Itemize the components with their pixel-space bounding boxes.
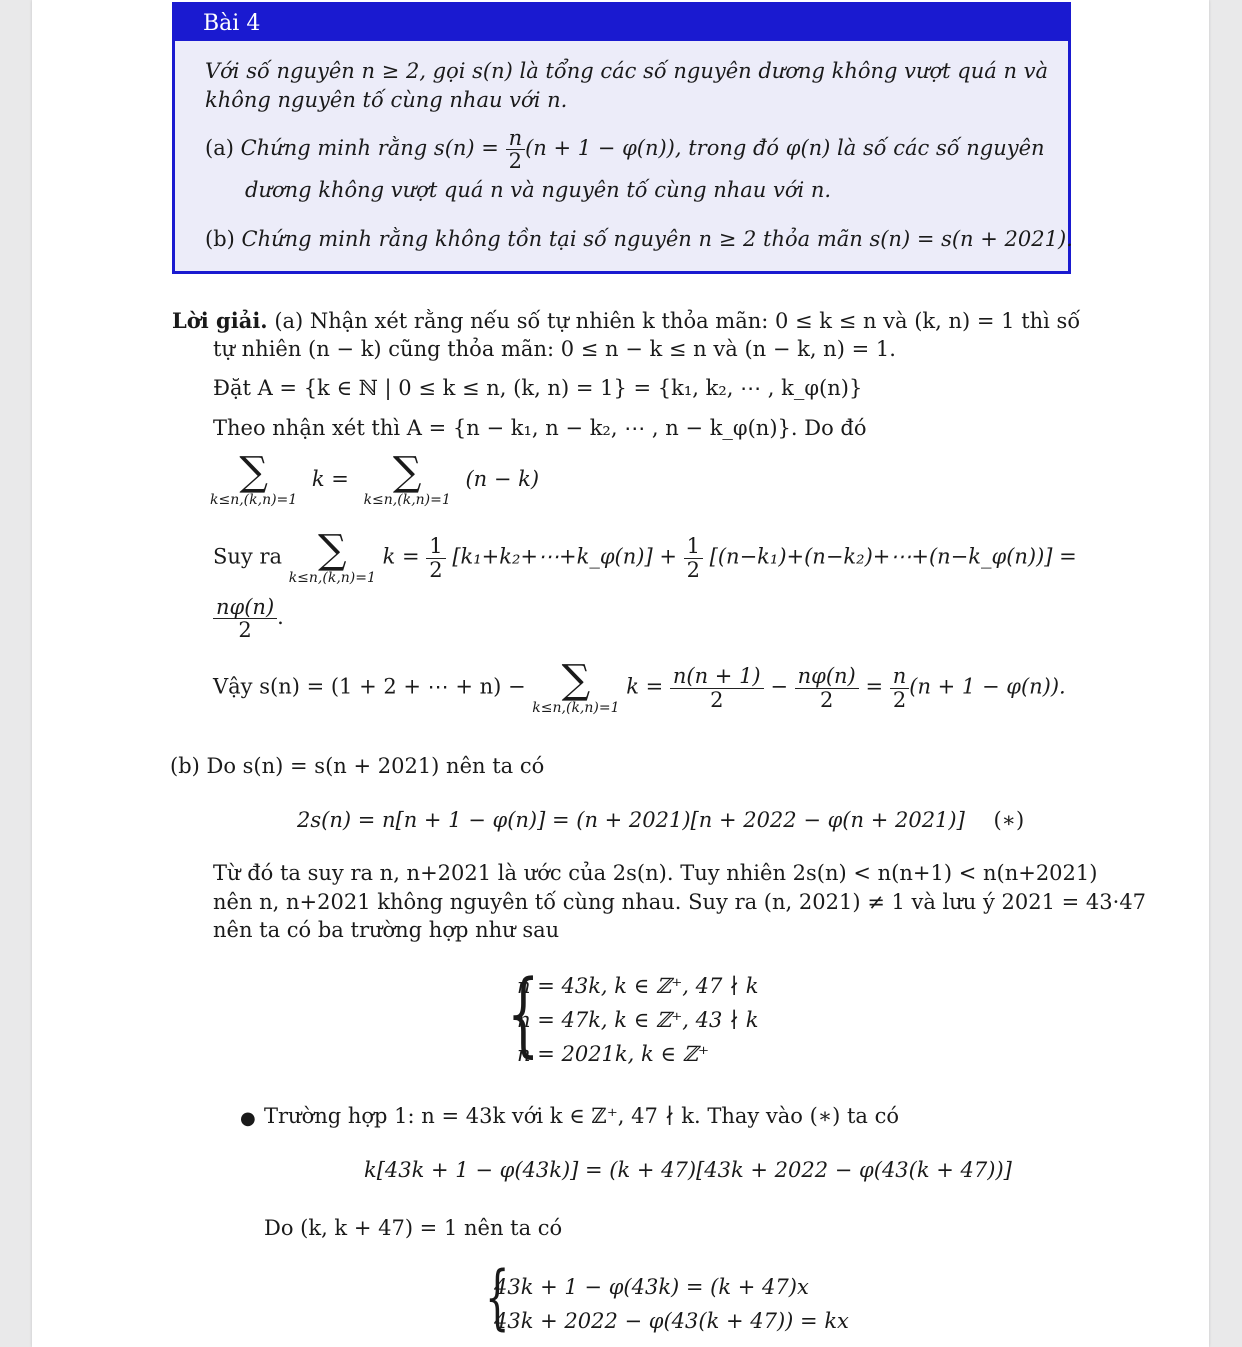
problem-title: Bài 4 <box>203 11 261 36</box>
bullet-equation: k[43k + 1 − φ(43k)] = (k + 47)[43k + 2022 − φ(43(k + 47))] <box>364 1158 1012 1182</box>
problem-part-b: (b) Chứng minh rằng không tồn tại số nguyên n ≥ 2 thỏa mãn s(n) = s(n + 2021). <box>205 227 1073 251</box>
cases-brace: { <box>507 960 540 1067</box>
equation-suy-ra: Suy ra ∑ k≤n,(k,n)=1 k = $\frac{1}{2}$ [k₁+k₂+⋯+k_φ(n)] + $\frac{1}{2}$ [(n−k₁)+(n−k₂)+⋯+(n−k_φ(n))] = <box>213 527 1077 586</box>
problem-part-a-line-1: (a) Chứng minh rằng s(n) = $\frac{n}{2}$ (n + 1 − φ(n)), trong đó φ(n) là số các số nguyên <box>205 126 1045 174</box>
solution-b-para-3: nên ta có ba trường hợp như sau <box>213 918 560 942</box>
sum-symbol-left: ∑ k≤n,(k,n)=1 <box>210 449 298 508</box>
sum-symbol: ∑ k≤n,(k,n)=1 <box>532 657 620 716</box>
solution-part-b-line: (b) Do s(n) = s(n + 2021) nên ta có <box>170 754 545 778</box>
problem-intro-line-1: Với số nguyên n ≥ 2, gọi s(n) là tổng các số nguyên dương không vượt quá n và <box>205 59 1049 83</box>
system-brace: { <box>485 1256 510 1338</box>
problem-part-a-line-2: dương không vượt quá n và nguyên tố cùng nhau với n. <box>245 178 832 202</box>
solution-line-1: Lời giải. (a) Nhận xét rằng nếu số tự nhiên k thỏa mãn: 0 ≤ k ≤ n và (k, n) = 1 thì số <box>172 308 1081 333</box>
fraction-n-over-2: $\frac{n}{2}$ <box>506 127 526 172</box>
fraction-half: $\frac{1}{2}$ <box>426 535 445 580</box>
solution-line-2: tự nhiên (n − k) cũng thỏa mãn: 0 ≤ n − k ≤ n và (n − k, n) = 1. <box>213 337 896 361</box>
equation-star-tag: (∗) <box>993 808 1025 832</box>
case-1: n = 43k, k ∈ ℤ⁺, 47 ∤ k <box>517 974 759 998</box>
equation-sum-symmetry: ∑ k≤n,(k,n)=1 k = ∑ k≤n,(k,n)=1 (n − k) <box>210 449 540 508</box>
bullet-dot-icon: ● <box>240 1108 256 1129</box>
bullet-case-1-text: Trường hợp 1: n = 43k với k ∈ ℤ⁺, 47 ∤ k. Thay vào (∗) ta có <box>264 1104 899 1128</box>
solution-line-3: Đặt A = {k ∈ ℕ | 0 ≤ k ≤ n, (k, n) = 1} = {k₁, k₂, ⋯ , k_φ(n)} <box>213 376 863 400</box>
fraction-n-phi-over-2: $\frac{n\varphi(n)}{2}$ <box>213 596 277 641</box>
solution-line-4: Theo nhận xét thì A = {n − k₁, n − k₂, ⋯ , n − k_φ(n)}. Do đó <box>213 416 867 440</box>
case-2: n = 47k, k ∈ ℤ⁺, 43 ∤ k <box>517 1008 759 1032</box>
part-a-label: (a) <box>205 136 234 161</box>
part-b-label: (b) <box>205 227 235 251</box>
document-page <box>32 0 1209 1347</box>
equation-vay: Vậy s(n) = (1 + 2 + ⋯ + n) − ∑ k≤n,(k,n)=1 k = $\frac{n(n + 1)}{2}$ − $\frac{n\varphi(n)}{2}$ = $\frac{n}{2}$ (n + 1 − φ(n)). <box>213 657 1066 716</box>
system-eq-2: 43k + 2022 − φ(43(k + 47)) = kx <box>494 1309 849 1333</box>
case-3: n = 2021k, k ∈ ℤ⁺ <box>517 1042 710 1066</box>
sum-symbol-right: ∑ k≤n,(k,n)=1 <box>363 449 451 508</box>
equation-star: 2s(n) = n[n + 1 − φ(n)] = (n + 2021)[n + 2022 − φ(n + 2021)] (∗) <box>297 808 1025 832</box>
problem-intro-line-2: không nguyên tố cùng nhau với n. <box>205 88 568 112</box>
do-line: Do (k, k + 47) = 1 nên ta có <box>264 1216 563 1240</box>
equation-suy-ra-result: $\frac{n\varphi(n)}{2}$ . <box>213 596 284 641</box>
solution-b-para-1: Từ đó ta suy ra n, n+2021 là ước của 2s(n). Tuy nhiên 2s(n) < n(n+1) < n(n+2021) <box>213 861 1098 885</box>
solution-heading: Lời giải. <box>172 308 268 333</box>
solution-b-para-2: nên n, n+2021 không nguyên tố cùng nhau. Suy ra (n, 2021) ≠ 1 và lưu ý 2021 = 43·47 <box>213 890 1147 914</box>
sum-symbol: ∑ k≤n,(k,n)=1 <box>288 527 376 586</box>
problem-box <box>172 2 1071 274</box>
system-eq-1: 43k + 1 − φ(43k) = (k + 47)x <box>494 1275 809 1299</box>
fraction-half: $\frac{1}{2}$ <box>684 535 703 580</box>
problem-title-bar <box>175 5 1068 41</box>
